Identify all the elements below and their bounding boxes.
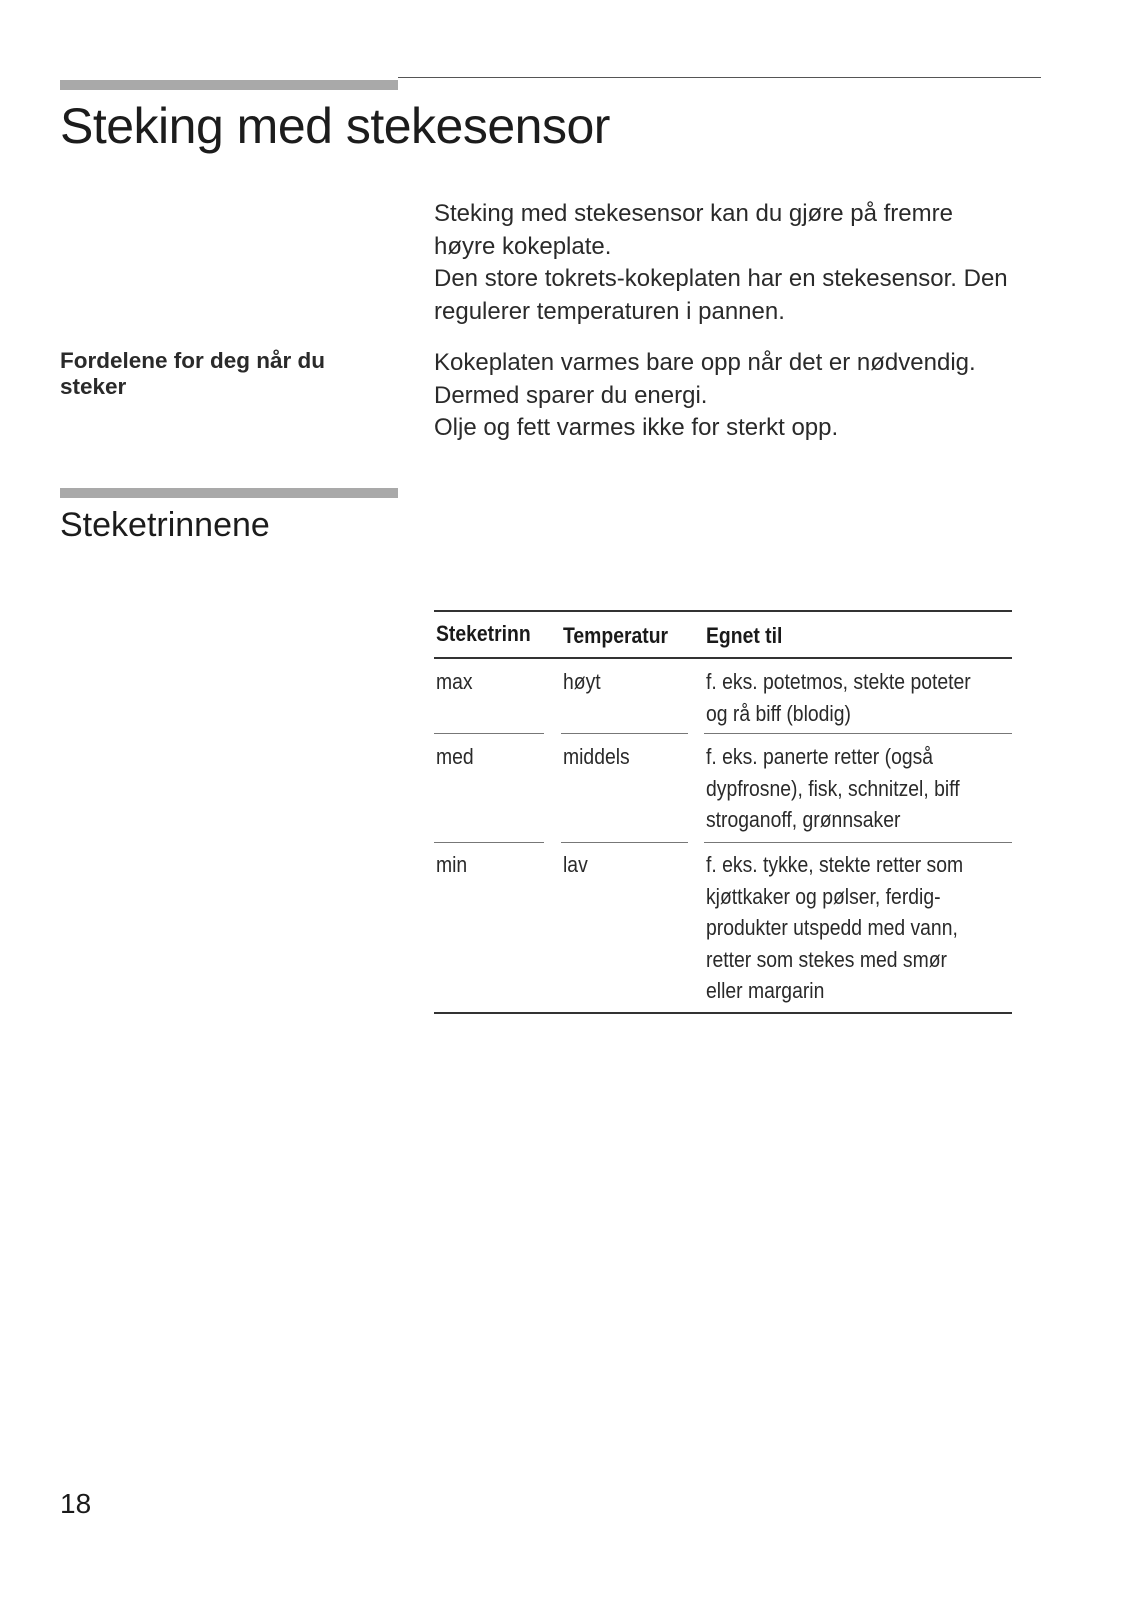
suitable-line: stroganoff, grønnsaker: [706, 807, 901, 832]
table-header-rule: [434, 657, 1012, 659]
row-suitable: [706, 741, 960, 836]
benefits-line: Dermed sparer du energi.: [434, 381, 708, 409]
row-suitable: [706, 666, 971, 729]
intro-line: regulerer temperaturen i pannen.: [434, 297, 785, 325]
intro-line: høyre kokeplate.: [434, 232, 612, 260]
page-title: Steking med stekesensor: [60, 98, 610, 154]
table-bottom-rule: [434, 1012, 1012, 1014]
benefits-line: Kokeplaten varmes bare opp når det er nødvendig.: [434, 349, 976, 376]
intro-paragraph: [434, 198, 1074, 328]
suitable-line: produkter utspedd med vann,: [706, 915, 958, 940]
suitable-line: f. eks. tykke, stekte retter som: [706, 852, 964, 877]
row-divider: [434, 842, 544, 843]
intro-line: Steking med stekesensor kan du gjøre på fremre: [434, 200, 953, 227]
row-divider: [704, 842, 1012, 843]
suitable-line: eller margarin: [706, 978, 825, 1003]
benefits-paragraph: [434, 347, 1074, 445]
title-top-rule: [398, 77, 1041, 78]
column-header-level: Steketrinn: [436, 621, 531, 646]
column-header-temperature: Temperatur: [563, 623, 669, 648]
row-level: min: [436, 852, 468, 877]
row-temperature: høyt: [563, 669, 601, 694]
suitable-line: retter som stekes med smør: [706, 946, 947, 972]
row-divider: [561, 842, 688, 843]
row-temperature: lav: [563, 852, 588, 877]
suitable-line: dypfrosne), fisk, schnitzel, biff: [706, 775, 960, 801]
row-level: max: [436, 669, 473, 694]
suitable-line: f. eks. panerte retter (også: [706, 744, 934, 769]
section-heading: Steketrinnene: [60, 506, 270, 544]
row-suitable: [706, 849, 963, 1007]
row-level: med: [436, 744, 474, 769]
row-divider: [434, 733, 544, 734]
row-divider: [704, 733, 1012, 734]
row-temperature: middels: [563, 744, 630, 769]
page-number: 18: [60, 1488, 92, 1519]
row-divider: [561, 733, 688, 734]
title-accent-bar: [60, 80, 398, 90]
suitable-line: og rå biff (blodig): [706, 700, 851, 726]
section-accent-bar: [60, 488, 398, 498]
suitable-line: kjøttkaker og pølser, ferdig-: [706, 883, 941, 909]
column-header-suitable: Egnet til: [706, 623, 783, 648]
intro-line: Den store tokrets-kokeplaten har en stekesensor. Den: [434, 265, 1008, 292]
table-top-rule: [434, 610, 1012, 612]
suitable-line: f. eks. potetmos, stekte poteter: [706, 669, 971, 694]
benefits-heading: Fordelene for deg når du steker: [60, 348, 326, 399]
benefits-line: Olje og fett varmes ikke for sterkt opp.: [434, 414, 839, 441]
